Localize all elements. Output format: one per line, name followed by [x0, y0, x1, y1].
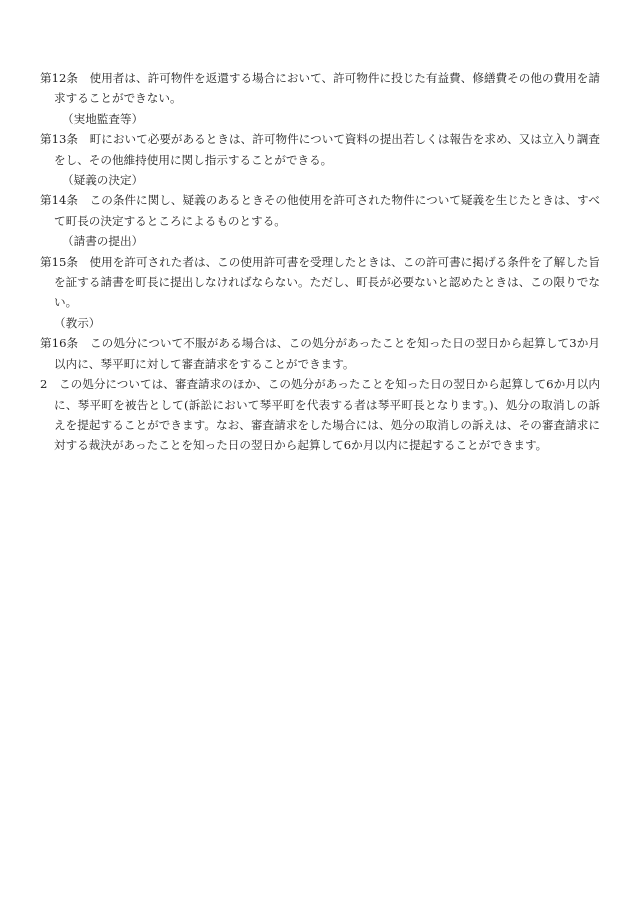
article-16-paragraph-2: 2 この処分については、審査請求のほか、この処分があったことを知った日の翌日から起算して6か月以内に、琴平町を被告として(訴訟において琴平町を代表する者は琴平町長となります。)、処分の取消しの訴えを提起することができます。なお、審査請求をした場合には、処分の取消しの訴えは、その審査請求に対する裁決があったことを知った日の翌日から起算して6か月以内に提起することができます。	[40, 377, 600, 453]
article-14: 第14条 この条件に関し、疑義のあるときその他使用を許可された物件について疑義を生じたときは、すべて町長の決定するところによるものとする。	[40, 193, 600, 228]
article-12: 第12条 使用者は、許可物件を返還する場合において、許可物件に投じた有益費、修繕費その他の費用を請求することができない。	[40, 71, 600, 106]
caption-article-16: （教示）	[54, 315, 101, 330]
document-body	[40, 68, 600, 456]
caption-article-13: （実地監査等）	[62, 111, 144, 126]
caption-article-14: （疑義の決定）	[62, 173, 144, 188]
article-15: 第15条 使用を許可された者は、この使用許可書を受理したときは、この許可書に掲げる条件を了解した旨を証する請書を町長に提出しなければならない。ただし、町長が必要ないと認めたときは、この限りでない。	[40, 254, 600, 310]
article-16: 第16条 この処分について不服がある場合は、この処分があったことを知った日の翌日から起算して3か月以内に、琴平町に対して審査請求をすることができます。	[40, 336, 600, 371]
caption-article-15: （請書の提出）	[62, 234, 144, 249]
article-13: 第13条 町において必要があるときは、許可物件について資料の提出若しくは報告を求め、又は立入り調査をし、その他維持使用に関し指示することができる。	[40, 132, 600, 167]
